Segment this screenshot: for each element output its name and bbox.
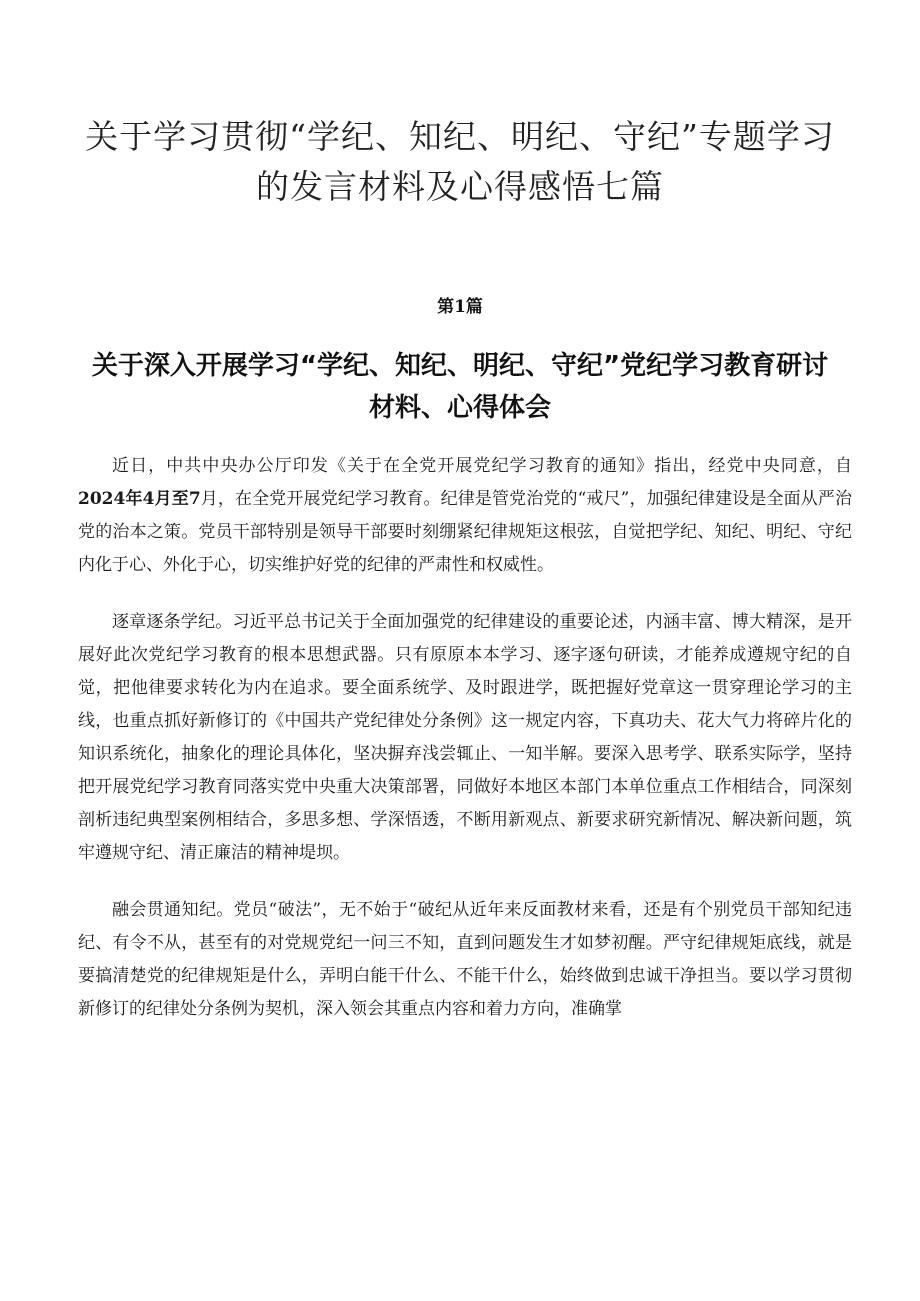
paragraph-know-discipline: 融会贯通知纪。党员“破法”，无不始于“破纪从近年来反面教材来看，还是有个别党员干部知纪违纪、有令不从，甚至有的对党规党纪一问三不知，直到问题发生才如梦初醒。严守纪律规矩底线，就是要搞清楚党的纪律规矩是什么，弄明白能干什么、不能干什么，始终做到忠诚干净担当。要以学习贯彻新修订的纪律处分条例为契机，深入领会其重点内容和着力方向，准确掌 (78, 900, 852, 1019)
document-body (78, 450, 852, 1050)
date-text: 月至 (154, 489, 189, 509)
paragraph-text: 近日，中共中央办公厅印发《关于在全党开展党纪学习教育的通知》指出，经党中央同意，自 (112, 456, 852, 476)
paragraph-intro (78, 450, 852, 582)
date-year: 2024 (78, 489, 126, 509)
document-title: 关于学习贯彻“学纪、知纪、明纪、守纪”专题学习的发言材料及心得感悟七篇 (85, 117, 835, 206)
date-month-start: 4 (142, 489, 155, 509)
part-label: 第1篇 (437, 297, 483, 317)
date-text: 年 (125, 489, 143, 509)
date-month-end: 7 (188, 489, 201, 509)
paragraph-text: 月，在全党开展党纪学习教育。纪律是管党治党的“戒尺”，加强纪律建设是全面从严治党的治本之策。党员干部特别是领导干部要时刻绷紧纪律规矩这根弦，自觉把学纪、知纪、明纪、守纪内化于心、外化于心，切实维护好党的纪律的严肃性和权威性。 (78, 489, 853, 575)
paragraph-study-discipline: 逐章逐条学纪。习近平总书记关于全面加强党的纪律建设的重要论述，内涵丰富、博大精深，是开展好此次党纪学习教育的根本思想武器。只有原原本本学习、逐字逐句研读，才能养成遵规守纪的自觉，把他律要求转化为内在追求。要全面系统学、及时跟进学，既把握好党章这一贯穿理论学习的主线，也重点抓好新修订的《中国共产党纪律处分条例》这一规定内容，下真功夫、花大气力将碎片化的知识系统化，抽象化的理论具体化，坚决摒弃浅尝辄止、一知半解。要深入思考学、联系实际学，坚持把开展党纪学习教育同落实党中央重大决策部署，同做好本地区本部门本单位重点工作相结合，同深刻剖析违纪典型案例相结合，多思多想、学深悟透，不断用新观点、新要求研究新情况、解决新问题，筑牢遵规守纪、清正廉洁的精神堤坝。 (78, 612, 852, 863)
section-title: 关于深入开展学习“学纪、知纪、明纪、守纪”党纪学习教育研讨材料、心得体会 (91, 351, 829, 423)
